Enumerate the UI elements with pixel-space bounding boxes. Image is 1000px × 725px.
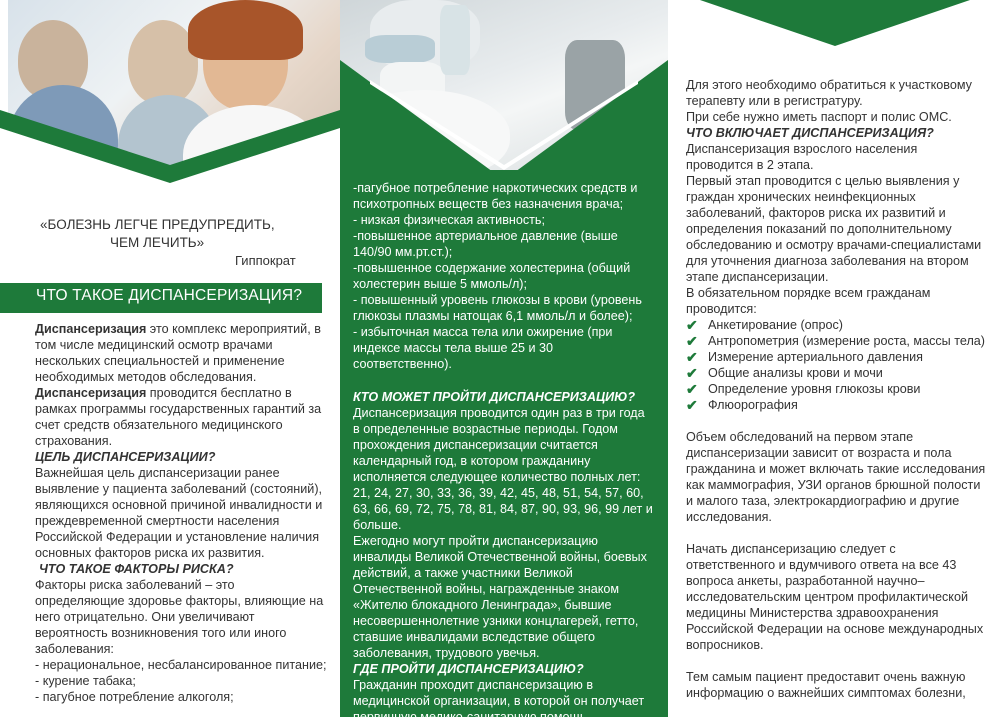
risk-text: Факторы риска заболеваний – это определяющие здоровье факторы, влияющие на него отрицательно. Они увеличивают вероятность возникновения того или иного заболевания:: [35, 578, 324, 656]
quote-line-1: «БОЛЕЗНЬ ЛЕГЧЕ ПРЕДУПРЕДИТЬ,: [40, 217, 275, 232]
risk-item: - пагубное потребление алкоголя;: [35, 690, 234, 704]
definition-text: это комплекс мероприятий, в том числе медицинский осмотр врачами нескольких специальностей и применение необходимых методов обследования.: [35, 322, 321, 384]
checklist-item: ✔ Определение уровня глюкозы крови: [686, 381, 921, 397]
check-icon: ✔: [686, 381, 698, 397]
who-heading: КТО МОЖЕТ ПРОЙТИ ДИСПАНСЕРИЗАЦИЮ?: [353, 390, 636, 404]
goal-text: Важнейшая цель диспансеризации ранее выявление у пациента заболеваний (состояний), являющихся основной причиной инвалидности и преждевременной смертности населения Российской Федерации и установление наличия основных факторов риска их развития.: [35, 466, 323, 560]
checklist-item: ✔ Анкетирование (опрос): [686, 317, 843, 333]
free-text: проводится бесплатно в рамках программы государственных гарантий за счет средств обязательного медицинского страхования.: [35, 386, 322, 448]
volume-text: Объем обследований на первом этапе диспансеризации зависит от возраста и пола гражданина и может включать такие исследования как маммография, УЗИ органов брюшной полости и малого таза, электрокардиографию и другие исследования.: [686, 430, 986, 524]
exam-checklist: [686, 317, 986, 413]
risk-item: - повышенный уровень глюкозы в крови (уровень глюкозы плазмы натощак 6,1 ммоль/л и более);: [353, 293, 642, 323]
where-text: Гражданин проходит диспансеризацию в медицинской организации, в которой он получает первичную медико-санитарную помощь.: [353, 678, 645, 724]
stages-text: Диспансеризация взрослого населения проводится в 2 этапа.: [686, 142, 918, 172]
risk-item: -пагубное потребление наркотических средств и психотропных веществ без назначения врача;: [353, 181, 638, 211]
definition-paragraph: [35, 321, 327, 385]
checklist-item: ✔ Измерение артериального давления: [686, 349, 923, 365]
lab-green-chevron: [340, 60, 668, 180]
check-icon: ✔: [686, 349, 698, 365]
doctor-hair: [188, 0, 303, 60]
free-term: Диспансеризация: [35, 386, 147, 400]
checklist-item: ✔ Общие анализы крови и мочи: [686, 365, 883, 381]
check-icon: ✔: [686, 317, 698, 333]
intro-documents: При себе нужно иметь паспорт и полис ОМС.: [686, 110, 952, 124]
risk-item: -повышенное содержание холестерина (общий холестерин выше 5 ммоль/л);: [353, 261, 631, 291]
definition-term: Диспансеризация: [35, 322, 147, 336]
top-green-triangle: [700, 0, 970, 46]
end-text: Тем самым пациент предоставит очень важную информацию о важнейших симптомах болезни,: [686, 670, 966, 700]
middle-body-text: [353, 180, 653, 725]
quote-author: Гиппократ: [235, 253, 296, 268]
right-body-text: [686, 77, 986, 701]
risk-item: - низкая физическая активность;: [353, 213, 545, 227]
risk-item: - избыточная масса тела или ожирение (при индексе массы тела выше 25 и 30 соответственно).: [353, 325, 613, 371]
includes-heading: ЧТО ВКЛЮЧАЕТ ДИСПАНСЕРИЗАЦИЯ?: [686, 126, 934, 140]
check-icon: ✔: [686, 333, 698, 349]
banner-title: ЧТО ТАКОЕ ДИСПАНСЕРИЗАЦИЯ?: [36, 287, 303, 304]
left-body-text: [35, 321, 327, 705]
checklist-item: ✔ Флюорография: [686, 397, 798, 413]
who-text-annual: Ежегодно могут пройти диспансеризацию инвалиды Великой Отечественной войны, боевых действий, а также участники Великой Отечественной войны, награжденные знаком «Жителю блокадного Ленинграда», бывшие несовершеннолетние узники концлагерей, гетто, ставшие инвалидами вследствие общего заболевания, трудового увечья.: [353, 534, 647, 660]
photo-green-chevron: [0, 110, 340, 200]
hippocrates-quote: [40, 216, 310, 252]
risk-item: - курение табака;: [35, 674, 136, 688]
check-icon: ✔: [686, 397, 698, 413]
start-text: Начать диспансеризацию следует с ответственного и вдумчивого ответа на все 43 вопроса анкеты, разработанной научно–исследовательским центром профилактической медицины Министерства здравоохранения Российской Федерации на основе международных вопросников.: [686, 542, 984, 652]
quote-line-2: ЧЕМ ЛЕЧИТЬ»: [110, 235, 205, 251]
risk-item: - нерациональное, несбалансированное питание;: [35, 658, 327, 672]
left-panel: [0, 0, 340, 717]
risk-heading: ЧТО ТАКОЕ ФАКТОРЫ РИСКА?: [39, 562, 234, 576]
where-heading: ГДЕ ПРОЙТИ ДИСПАНСЕРИЗАЦИЮ?: [353, 662, 584, 676]
checklist-item: ✔ Антропометрия (измерение роста, массы тела): [686, 333, 985, 349]
first-stage-text: Первый этап проводится с целью выявления у граждан хронических неинфекционных заболеваний, факторов риска их развитий и определения показаний по дополнительному обследованию и осмотру врачами-специалистами для уточнения диагноза заболевания на втором этапе диспансеризации.: [686, 174, 982, 284]
risk-item: -повышенное артериальное давление (выше 140/90 мм.рт.ст.);: [353, 229, 618, 259]
goal-heading: ЦЕЛЬ ДИСПАНСЕРИЗАЦИИ?: [35, 450, 216, 464]
who-text: Диспансеризация проводится один раз в три года в определенные возрастные периоды. Годом прохождения диспансеризации считается календарный год, в котором гражданину исполняется следующее количество полных лет: 21, 24, 27, 30, 33, 36, 39, 42, 45, 48, 51, 54, 57, 60, 63, 66, 69, 72, 75, 78, 81, 84, 87, 90, 93, 96, 99 лет и больше.: [353, 406, 653, 532]
intro-text: Для этого необходимо обратиться к участковому терапевту или в регистратуру.: [686, 78, 972, 108]
check-icon: ✔: [686, 365, 698, 381]
goggles: [365, 35, 435, 63]
free-paragraph: [35, 385, 327, 449]
mandatory-text: В обязательном порядке всем гражданам проводится:: [686, 286, 931, 316]
